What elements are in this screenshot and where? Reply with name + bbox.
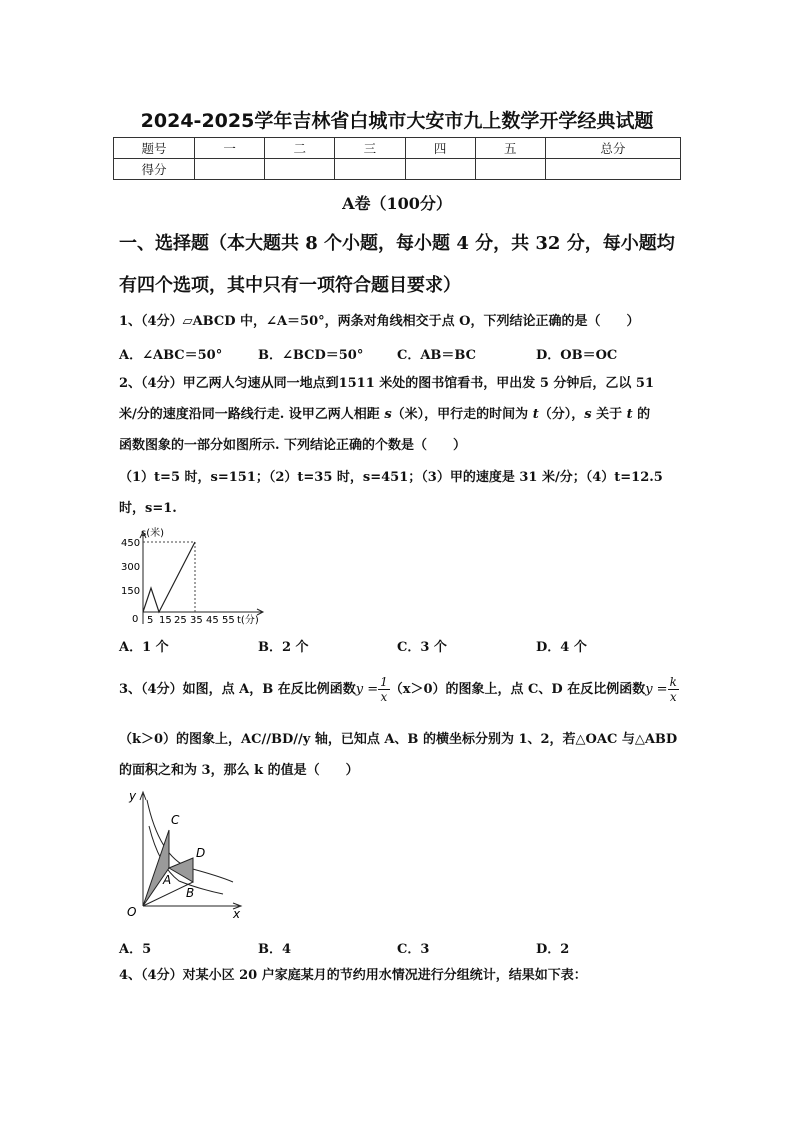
frac-den: x [380,690,388,704]
question-3-options [119,938,679,958]
score-cell-empty [545,159,680,180]
q2-text: 的 [632,407,651,422]
fraction-1-over-x [378,675,390,704]
score-cell: 题号 [114,138,195,159]
q2-text: 关于 [591,407,627,422]
option-a: A．1 个 [119,640,169,655]
option-b: B．4 [258,942,292,957]
label-c: C [171,813,180,827]
score-cell: 二 [265,138,335,159]
label-a: A [163,873,172,887]
question-3-line3: 的面积之和为 3，那么 k 的值是（ ） [119,763,359,778]
triangle-oac [143,830,172,906]
option-c: C．3 个 [397,640,447,655]
score-cell-empty [475,159,545,180]
question-2-line4: （1）t=5 时，s=151；（2）t=35 时，s=451；（3）甲的速度是 31 米/分；（4）t=12.5 [119,470,663,485]
frac-den: x [669,690,677,704]
graph-line [143,542,195,612]
option-b: B．2 个 [258,640,309,655]
graph-y-label: s(米) [141,528,165,539]
label-y: y [129,789,137,803]
q2-text: （米），甲行走的时间为 [391,407,533,422]
question-4-stem: 4、（4分）对某小区 20 户家庭某月的节约用水情况进行分组统计，结果如下表： [119,968,587,983]
distance-time-graph [113,524,273,630]
graph-y-tick: 150 [121,586,141,597]
q3-text: （x＞0）的图象上，点 C、D 在反比例函数 [389,682,646,697]
page-title: 2024-2025学年吉林省白城市大安市九上数学开学经典试题 [140,110,654,132]
question-2-line5: 时，s=1. [119,501,177,516]
graph-x-tick: 55 [222,615,235,626]
question-3-line1 [119,675,679,704]
option-c: C．3 [397,942,430,957]
q3-text: 3、（4分）如图，点 A，B 在反比例函数 [119,682,356,697]
triangle-abd [169,858,193,882]
option-d: D．OB＝OC [536,348,618,363]
graph-x-tick: 25 [174,615,187,626]
score-cell: 一 [195,138,265,159]
label-o: O [127,905,137,919]
graph-x-tick: 45 [206,615,219,626]
option-d: D．4 个 [536,640,587,655]
graph-x-tick: 15 [159,615,172,626]
graph-y-tick: 450 [121,538,141,549]
graph-origin: 0 [132,614,139,625]
hyperbola-figure [119,786,249,922]
graph-x-tick: 35 [190,615,203,626]
part-heading-line2: 有四个选项，其中只有一项符合题目要求） [119,275,461,296]
question-2-line3: 函数图象的一部分如图所示. 下列结论正确的个数是（ ） [119,438,467,453]
label-b: B [186,886,195,900]
question-2-line1: 2、（4分）甲乙两人匀速从同一地点到1511 米处的图书馆看书，甲出发 5 分钟后，乙以 51 [119,376,655,391]
frac-num: 1 [380,675,388,689]
score-cell-empty [335,159,405,180]
option-b: B．∠BCD＝50° [258,348,364,363]
graph-x-label: t(分) [237,615,259,626]
q2-text: （分）， [538,407,585,422]
question-2-options [119,636,679,656]
q3-func-lhs: y = [645,682,668,697]
graph-x-tick: 5 [147,615,154,626]
score-cell: 四 [405,138,475,159]
q2-var-t: t [626,407,633,422]
question-1-options [119,344,679,364]
score-cell-empty [265,159,335,180]
score-table-row-header [114,138,681,159]
section-heading: A卷（100分） [342,194,452,213]
score-cell: 五 [475,138,545,159]
q2-var-s: s [384,407,392,422]
score-table [113,137,681,180]
score-cell: 三 [335,138,405,159]
label-x: x [233,907,241,921]
q3-func-lhs: y = [355,682,379,697]
score-cell: 总分 [545,138,680,159]
label-d: D [196,846,206,860]
question-1-stem: 1、（4分）▱ABCD 中，∠A＝50°，两条对角线相交于点 O，下列结论正确的是（ ） [119,314,640,329]
score-cell: 得分 [114,159,195,180]
question-2-line2 [119,399,679,430]
frac-num: k [669,675,677,689]
part-heading-line1: 一、选择题（本大题共 8 个小题，每小题 4 分，共 32 分，每小题均 [119,233,675,254]
score-table-row-score [114,159,681,180]
fraction-k-over-x [668,675,679,704]
q2-var-s: s [584,407,592,422]
option-a: A．∠ABC＝50° [119,348,223,363]
q2-text: 米/分的速度沿同一路线行走. 设甲乙两人相距 [119,407,385,422]
option-d: D．2 [536,942,570,957]
q2-var-t: t [532,407,539,422]
option-a: A．5 [119,942,152,957]
graph-y-tick: 300 [121,562,141,573]
score-cell-empty [405,159,475,180]
score-cell-empty [195,159,265,180]
question-3-line2: （k＞0）的图象上，AC//BD//y 轴，已知点 A、B 的横坐标分别为 1、2，若△OAC 与△ABD [119,732,678,747]
option-c: C．AB＝BC [397,348,476,363]
